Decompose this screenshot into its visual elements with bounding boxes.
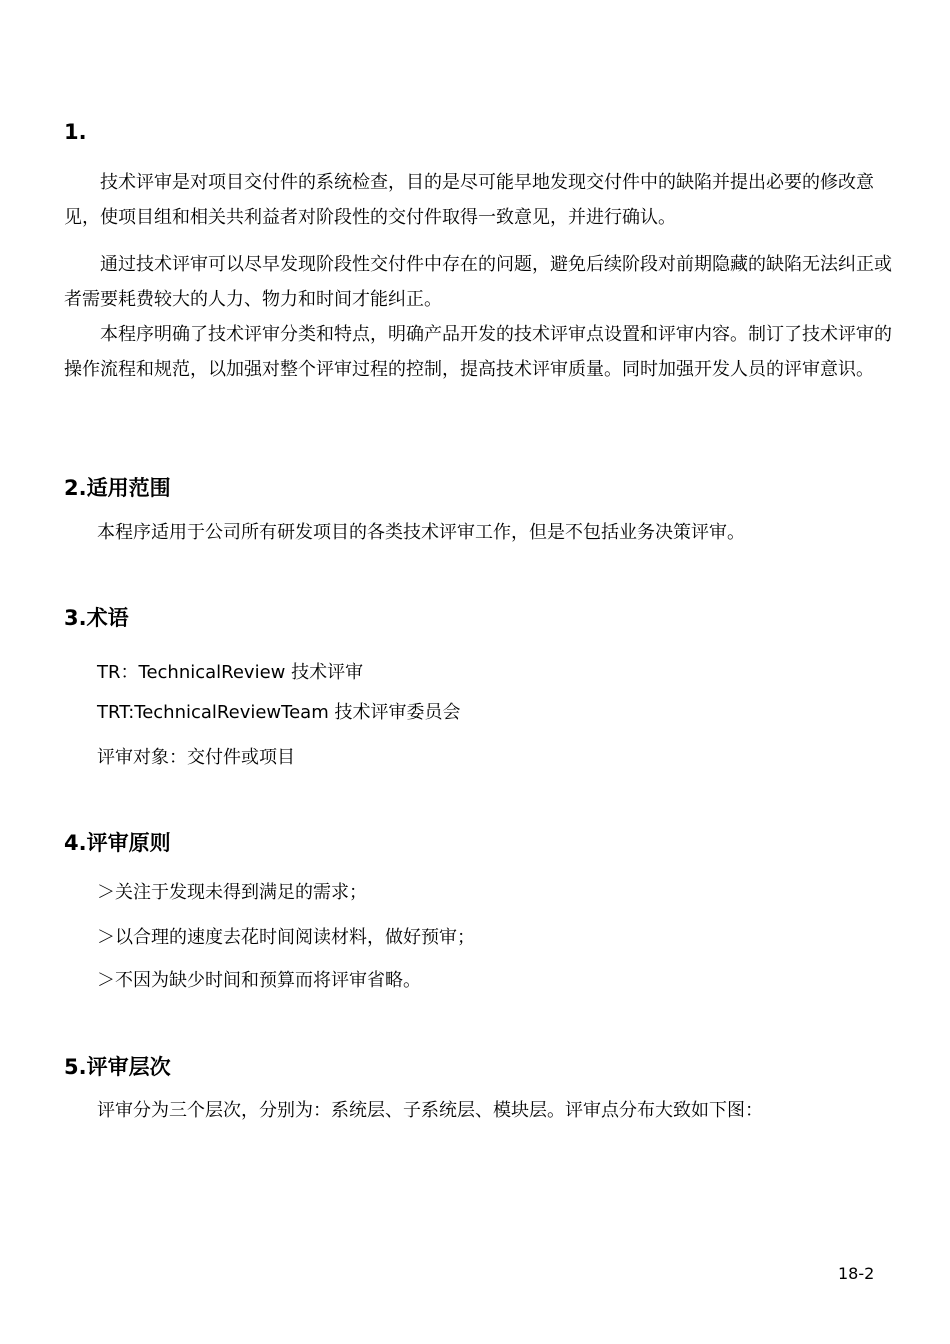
section-4-heading: 4.评审原则: [64, 831, 171, 855]
principle-item-1: ＞关注于发现未得到满足的需求；: [97, 882, 367, 903]
section-2-text: 本程序适用于公司所有研发项目的各类技术评审工作，但是不包括业务决策评审。: [97, 522, 745, 543]
term-item-tr: TR：TechnicalReview 技术评审: [97, 662, 364, 683]
section-1-paragraph-2: [64, 247, 900, 317]
section-1-paragraph-3: [64, 317, 900, 387]
principle-item-2: ＞以合理的速度去花时间阅读材料，做好预审；: [97, 927, 475, 948]
section-5-text: 评审分为三个层次，分别为：系统层、子系统层、模块层。评审点分布大致如下图：: [97, 1100, 763, 1121]
section-1-paragraph-1: [64, 165, 900, 235]
section-1-paragraph-2-text: 通过技术评审可以尽早发现阶段性交付件中存在的问题，避免后续阶段对前期隐藏的缺陷无法纠正或者需要耗费较大的人力、物力和时间才能纠正。: [64, 254, 892, 310]
term-item-trt: TRT:TechnicalReviewTeam 技术评审委员会: [97, 702, 461, 723]
principle-item-3: ＞不因为缺少时间和预算而将评审省略。: [97, 970, 421, 991]
section-1-paragraph-3-text: 本程序明确了技术评审分类和特点，明确产品开发的技术评审点设置和评审内容。制订了技术评审的操作流程和规范，以加强对整个评审过程的控制，提高技术评审质量。同时加强开发人员的评审意识。: [64, 324, 892, 380]
section-2-heading: 2.适用范围: [64, 476, 171, 500]
section-5-heading: 5.评审层次: [64, 1055, 171, 1079]
section-1-paragraph-1-text: 技术评审是对项目交付件的系统检查，目的是尽可能早地发现交付件中的缺陷并提出必要的修改意见，使项目组和相关共利益者对阶段性的交付件取得一致意见，并进行确认。: [64, 172, 874, 228]
page-number: 18-2: [838, 1264, 875, 1283]
section-3-heading: 3.术语: [64, 606, 129, 630]
section-1-heading: 1.: [64, 120, 87, 144]
term-item-review-object: 评审对象：交付件或项目: [97, 747, 295, 768]
